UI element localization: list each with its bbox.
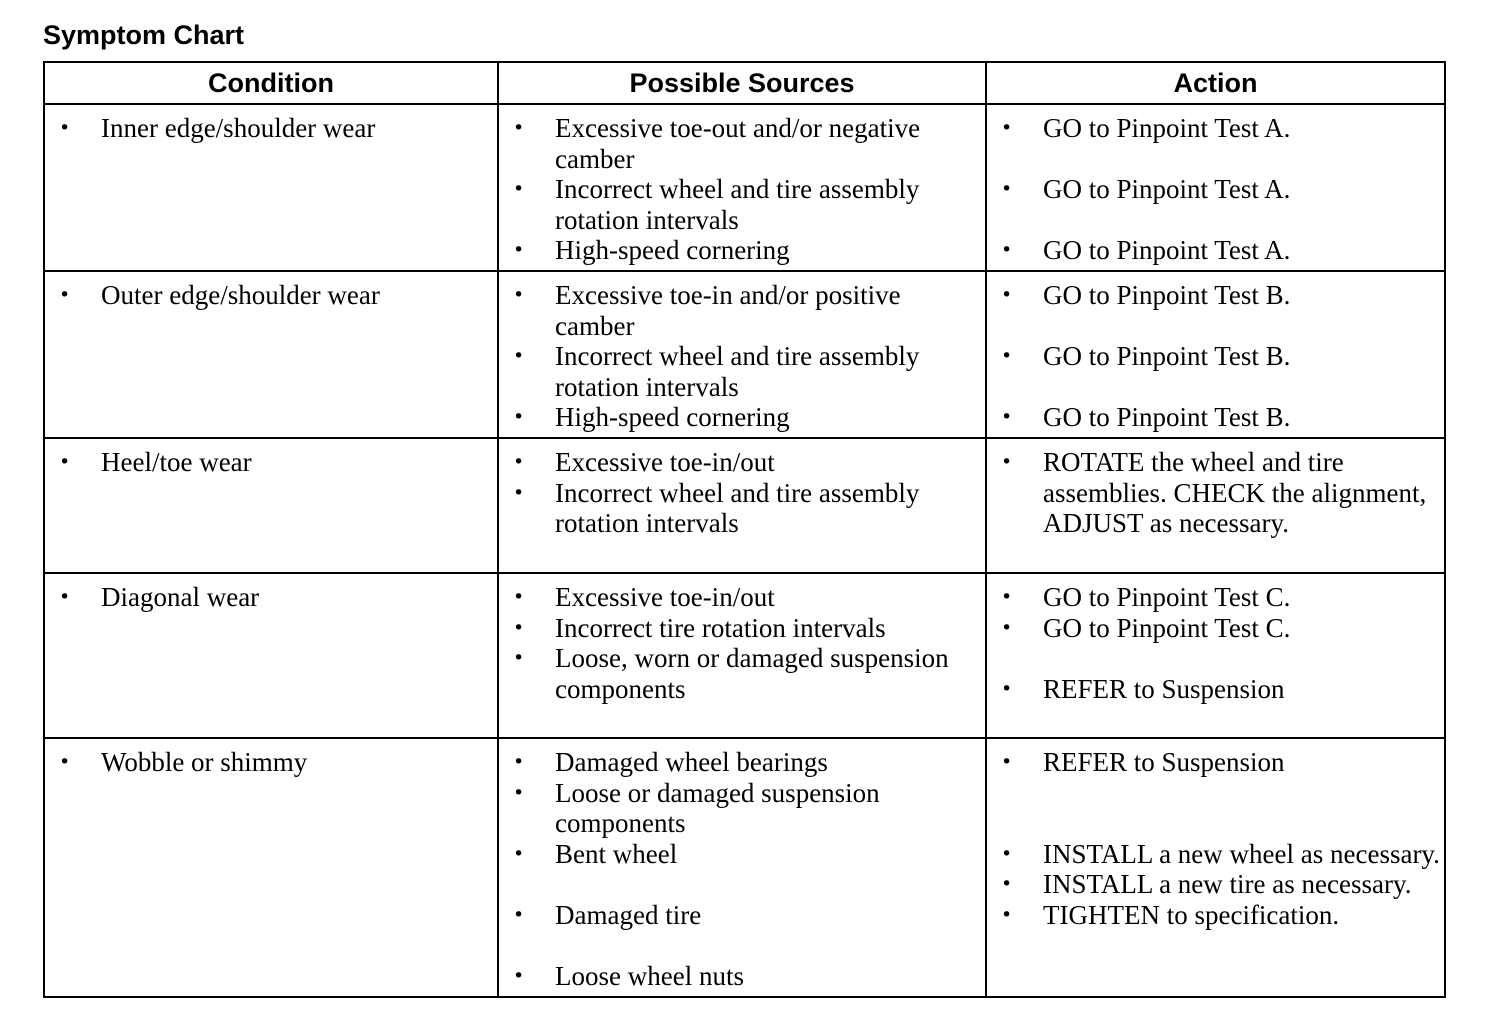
- list-item: [499, 235, 985, 266]
- list-item: [499, 613, 985, 644]
- list-spacer: [499, 931, 985, 962]
- column-header-action: Action: [986, 62, 1445, 104]
- bullet-icon: •: [513, 781, 525, 804]
- list-spacer: [987, 643, 1444, 674]
- list-spacer: [987, 311, 1444, 342]
- bullet-icon: •: [513, 585, 525, 608]
- bullet-icon: •: [513, 616, 525, 639]
- list-item: [987, 174, 1444, 205]
- action-text: REFER to Suspension: [1043, 673, 1285, 704]
- bullet-icon: •: [1001, 873, 1013, 896]
- bullet-icon: •: [1001, 842, 1013, 865]
- source-text: Loose, worn or damaged suspension components: [555, 643, 949, 704]
- list-item: [499, 174, 985, 235]
- list-item: [987, 747, 1444, 778]
- list-spacer: [987, 778, 1444, 809]
- list-item: [987, 113, 1444, 144]
- bullet-icon: •: [59, 450, 71, 473]
- list-item: [499, 747, 985, 778]
- source-text: Incorrect wheel and tire assembly rotation intervals: [555, 341, 920, 402]
- list-item: [499, 113, 985, 174]
- source-text: High-speed cornering: [555, 235, 790, 266]
- table-row: [44, 438, 1445, 573]
- action-cell: [986, 104, 1445, 271]
- bullet-icon: •: [1001, 178, 1013, 201]
- list-spacer: [987, 808, 1444, 839]
- list-item: [499, 280, 985, 341]
- action-cell: [986, 271, 1445, 438]
- action-cell: [986, 738, 1445, 997]
- list-item: [987, 900, 1444, 931]
- bullet-icon: •: [59, 283, 71, 306]
- list-item: [499, 447, 985, 478]
- list-item: [45, 280, 497, 311]
- sources-cell: [498, 271, 986, 438]
- bullet-icon: •: [1001, 239, 1013, 262]
- source-text: Loose or damaged suspension components: [555, 777, 880, 839]
- source-text: Excessive toe-out and/or negative camber: [555, 113, 921, 174]
- source-text: Excessive toe-in/out: [555, 581, 775, 612]
- bullet-icon: •: [513, 750, 525, 773]
- source-text: Incorrect wheel and tire assembly rotation intervals: [555, 174, 920, 235]
- list-spacer: [987, 144, 1444, 175]
- bullet-icon: •: [59, 750, 71, 773]
- condition-cell: [44, 271, 498, 438]
- condition-cell: [44, 573, 498, 738]
- condition-cell: [44, 438, 498, 573]
- action-text: GO to Pinpoint Test C.: [1043, 612, 1291, 643]
- table-row: [44, 573, 1445, 738]
- condition-text: Wobble or shimmy: [101, 746, 308, 777]
- bullet-icon: •: [1001, 903, 1013, 926]
- source-text: Excessive toe-in and/or positive camber: [555, 279, 901, 341]
- list-item: [499, 582, 985, 613]
- list-item: [499, 643, 985, 704]
- bullet-icon: •: [513, 283, 525, 306]
- action-text: GO to Pinpoint Test B.: [1043, 402, 1291, 433]
- action-text: GO to Pinpoint Test B.: [1043, 279, 1291, 310]
- condition-cell: [44, 104, 498, 271]
- bullet-icon: •: [513, 842, 525, 865]
- source-text: Damaged wheel bearings: [555, 746, 828, 777]
- bullet-icon: •: [1001, 283, 1013, 306]
- list-item: [45, 747, 497, 778]
- list-item: [45, 582, 497, 613]
- table-row: [44, 738, 1445, 997]
- list-spacer: [499, 869, 985, 900]
- action-cell: [986, 573, 1445, 738]
- action-text: INSTALL a new wheel as necessary.: [1043, 838, 1440, 869]
- condition-text: Diagonal wear: [101, 581, 260, 612]
- bullet-icon: •: [513, 406, 525, 429]
- condition-cell: [44, 738, 498, 997]
- action-text: GO to Pinpoint Test B.: [1043, 341, 1291, 372]
- bullet-icon: •: [1001, 406, 1013, 429]
- list-item: [45, 447, 497, 478]
- list-item: [987, 280, 1444, 311]
- list-spacer: [987, 205, 1444, 236]
- bullet-icon: •: [513, 647, 525, 670]
- list-item: [499, 478, 985, 539]
- list-item: [499, 839, 985, 870]
- bullet-icon: •: [513, 239, 525, 262]
- list-item: [499, 961, 985, 992]
- list-item: [987, 674, 1444, 705]
- list-item: [987, 869, 1444, 900]
- condition-text: Outer edge/shoulder wear: [101, 279, 380, 310]
- sources-cell: [498, 438, 986, 573]
- condition-text: Inner edge/shoulder wear: [101, 113, 376, 143]
- action-cell: [986, 438, 1445, 573]
- list-item: [987, 447, 1444, 539]
- source-text: Incorrect tire rotation intervals: [555, 612, 886, 643]
- bullet-icon: •: [513, 117, 525, 139]
- bullet-icon: •: [1001, 117, 1013, 139]
- bullet-icon: •: [513, 965, 525, 988]
- action-text: GO to Pinpoint Test A.: [1043, 235, 1291, 266]
- table-row: [44, 104, 1445, 271]
- sources-cell: [498, 573, 986, 738]
- list-item: [499, 341, 985, 402]
- action-text: GO to Pinpoint Test C.: [1043, 581, 1291, 612]
- page-title: Symptom Chart: [43, 20, 245, 50]
- list-item: [987, 402, 1444, 433]
- action-text: ROTATE the wheel and tire assemblies. CHECK the alignment, ADJUST as necessary.: [1043, 446, 1427, 539]
- action-text: GO to Pinpoint Test A.: [1043, 113, 1291, 143]
- source-text: Bent wheel: [555, 838, 678, 869]
- source-text: Damaged tire: [555, 899, 702, 930]
- bullet-icon: •: [513, 345, 525, 368]
- bullet-icon: •: [513, 481, 525, 504]
- list-item: [499, 900, 985, 931]
- list-spacer: [987, 372, 1444, 403]
- list-item: [987, 613, 1444, 644]
- action-text: TIGHTEN to specification.: [1043, 899, 1340, 930]
- list-item: [987, 235, 1444, 266]
- column-header-condition: Condition: [44, 62, 498, 104]
- sources-cell: [498, 738, 986, 997]
- list-item: [987, 341, 1444, 372]
- bullet-icon: •: [1001, 585, 1013, 608]
- list-item: [499, 778, 985, 839]
- bullet-icon: •: [1001, 616, 1013, 639]
- header-row: [44, 62, 1445, 104]
- symptom-chart-table: [43, 61, 1446, 998]
- bullet-icon: •: [1001, 677, 1013, 700]
- action-text: GO to Pinpoint Test A.: [1043, 174, 1291, 205]
- bullet-icon: •: [59, 117, 71, 139]
- table-row: [44, 271, 1445, 438]
- bullet-icon: •: [513, 450, 525, 473]
- list-item: [987, 839, 1444, 870]
- source-text: Incorrect wheel and tire assembly rotation intervals: [555, 477, 920, 539]
- list-item: [45, 113, 497, 144]
- bullet-icon: •: [59, 585, 71, 608]
- list-item: [499, 402, 985, 433]
- source-text: Excessive toe-in/out: [555, 446, 775, 477]
- bullet-icon: •: [1001, 750, 1013, 773]
- bullet-icon: •: [1001, 450, 1013, 473]
- column-header-possible-sources: Possible Sources: [498, 62, 986, 104]
- source-text: High-speed cornering: [555, 402, 790, 433]
- source-text: Loose wheel nuts: [555, 961, 744, 992]
- action-text: REFER to Suspension: [1043, 746, 1285, 777]
- list-item: [987, 582, 1444, 613]
- sources-cell: [498, 104, 986, 271]
- bullet-icon: •: [513, 178, 525, 201]
- condition-text: Heel/toe wear: [101, 446, 252, 477]
- bullet-icon: •: [513, 903, 525, 926]
- bullet-icon: •: [1001, 345, 1013, 368]
- action-text: INSTALL a new tire as necessary.: [1043, 869, 1412, 900]
